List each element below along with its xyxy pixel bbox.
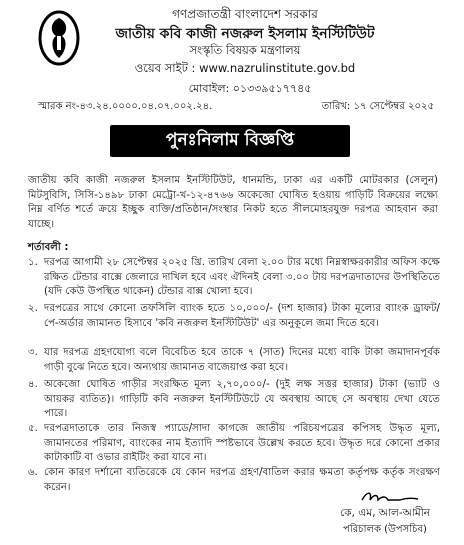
conditions-heading: শর্তাবলী : <box>28 242 69 253</box>
condition-number: ৩. <box>28 347 38 358</box>
condition-number: ৪. <box>28 379 38 390</box>
condition-text: দরপত্র আগামী ২৮ সেপ্টেম্বর ২০২৫ খ্রি. তারিখ বেলা ২.০০ টার মধ্যে নিম্নস্বাক্ষরকারীর অফিস কক্ষে রক্ষিত টেন্ডার বাক্সে জেলারে দাখিল হবে এবং ঐদিনই বেলা ৩.০০ টায় দরপত্রদাতাদের উপস্থিতিতে (যদি কেউ উপস্থিত থাকেন) টেন্ডার বাক্স খোলা হবে। <box>44 257 440 298</box>
condition-item <box>28 422 440 466</box>
website-line: ওয়েব সাইট : www.nazrulinstitute.gov.bd <box>134 61 356 75</box>
condition-item <box>28 302 440 331</box>
condition-number: ২. <box>28 303 38 314</box>
intro-paragraph: জাতীয় কবি কাজী নজরুল ইসলাম ইনস্টিটিউট, ধানমন্ডি, ঢাকা এর একটি মোটরকার (সেলুন) মিটসুবিসি, সিসি-১৪৯৮ ঢাকা মেট্রো-খ-১২-৪৭৬৬ অকেজো ঘোষিত হওয়ায় গাড়িটি বিক্রয়ের লক্ষ্যে নিম্ন বর্ণিত শর্তে ক্রয়ে ইচ্ছুক ব্যক্তি/প্রতিষ্ঠান/সংস্থার নিকট হতে সীলমোহরযুক্ত দরপত্র আহবান করা যাচ্ছে। <box>28 175 438 230</box>
condition-text: কোন কারণ দর্শানো ব্যতিরেকে যে কোন দরপত্র গ্রহণ/বাতিল করার ক্ষমতা কর্তৃপক্ষ কর্তৃক সংরক্ষণ করেন। <box>44 467 440 493</box>
condition-text: দরপত্রদাতাকে তার নিজস্ব প্যাডে/সাদা কাগজে জাতীয় পরিচয়পত্রের কপিসহ উদ্ধৃত মূল্য, জামানতের পরিমাণ, ব্যাংকের নাম ইত্যাদি স্পষ্টভাবে উল্লেখ করতে হবে। উদ্ধৃত দরে কোনো প্রকার কাটাকাটি বা ওভার রাইটিং করা যাবে না। <box>44 423 440 464</box>
signatory-title: পরিচালক (উপসচিব) <box>343 524 427 535</box>
notice-date: তারিখ: ১৭ সেপ্টেম্বর ২০২৫ <box>321 101 434 112</box>
government-title: গণপ্রজাতন্ত্রী বাংলাদেশ সরকার <box>172 7 318 21</box>
condition-number: ১. <box>28 257 38 268</box>
condition-number: ৫. <box>28 423 38 434</box>
condition-item <box>28 378 440 422</box>
signatory-name: কে, এম, আল-আমীন <box>340 507 430 519</box>
institute-name: জাতীয় কবি কাজী নজরুল ইসলাম ইনস্টিটিউট <box>115 26 375 42</box>
condition-item <box>28 346 440 375</box>
condition-text: দরপত্রের সাথে কোনো তফসিলি ব্যাংক হতে ১০,০০০/- (দশ হাজার) টাকা মূল্যের ব্যাংক ড্রাফট/ পে-অর্ডার জামানত হিসাবে 'কবি নজরুল ইনস্টিটিউট' এর অনুকূলে জমা দিতে হবে। <box>44 303 440 329</box>
ministry-name: সংস্কৃতি বিষয়ক মন্ত্রণালয় <box>189 43 301 57</box>
condition-number: ৬. <box>28 467 38 478</box>
memo-number: স্মারক নং-৪৩.২৪.০০০০.০৪.০৭.০০২.২৪. <box>38 101 213 112</box>
mobile-line: মোবাইল: ০১৩৩৯৫১৭৭৪৫ <box>188 82 312 95</box>
condition-text: অকেজো ঘোষিত গাড়ীর সংরক্ষিত মূল্য ২,৭০,০০০/- (দুই লক্ষ সত্তর হাজার) টাকা (ভ্যাট ও আয়কর ব্যতিত)। গাড়িটি কবি নজরুল ইনস্টিটিউটে যে অবস্থায় আছে সে অবস্থায় দেখা যেতে পারে। <box>44 379 440 420</box>
handwritten-signature-icon <box>360 488 420 506</box>
notice-title-banner: পুনঃনিলাম বিজ্ঞপ্তি <box>110 125 350 157</box>
condition-text: যার দরপত্র গ্রহণযোগ্য বলে বিবেচিত হবে তাকে ৭ (সাত) দিনের মধ্যে বাকি টাকা জমাদানপূর্বক গাড়ী বুঝে নিতে হবে। অন্যথায় জামানত বাজেয়াপ্ত করা হবে। <box>44 347 440 373</box>
condition-item <box>28 256 440 300</box>
